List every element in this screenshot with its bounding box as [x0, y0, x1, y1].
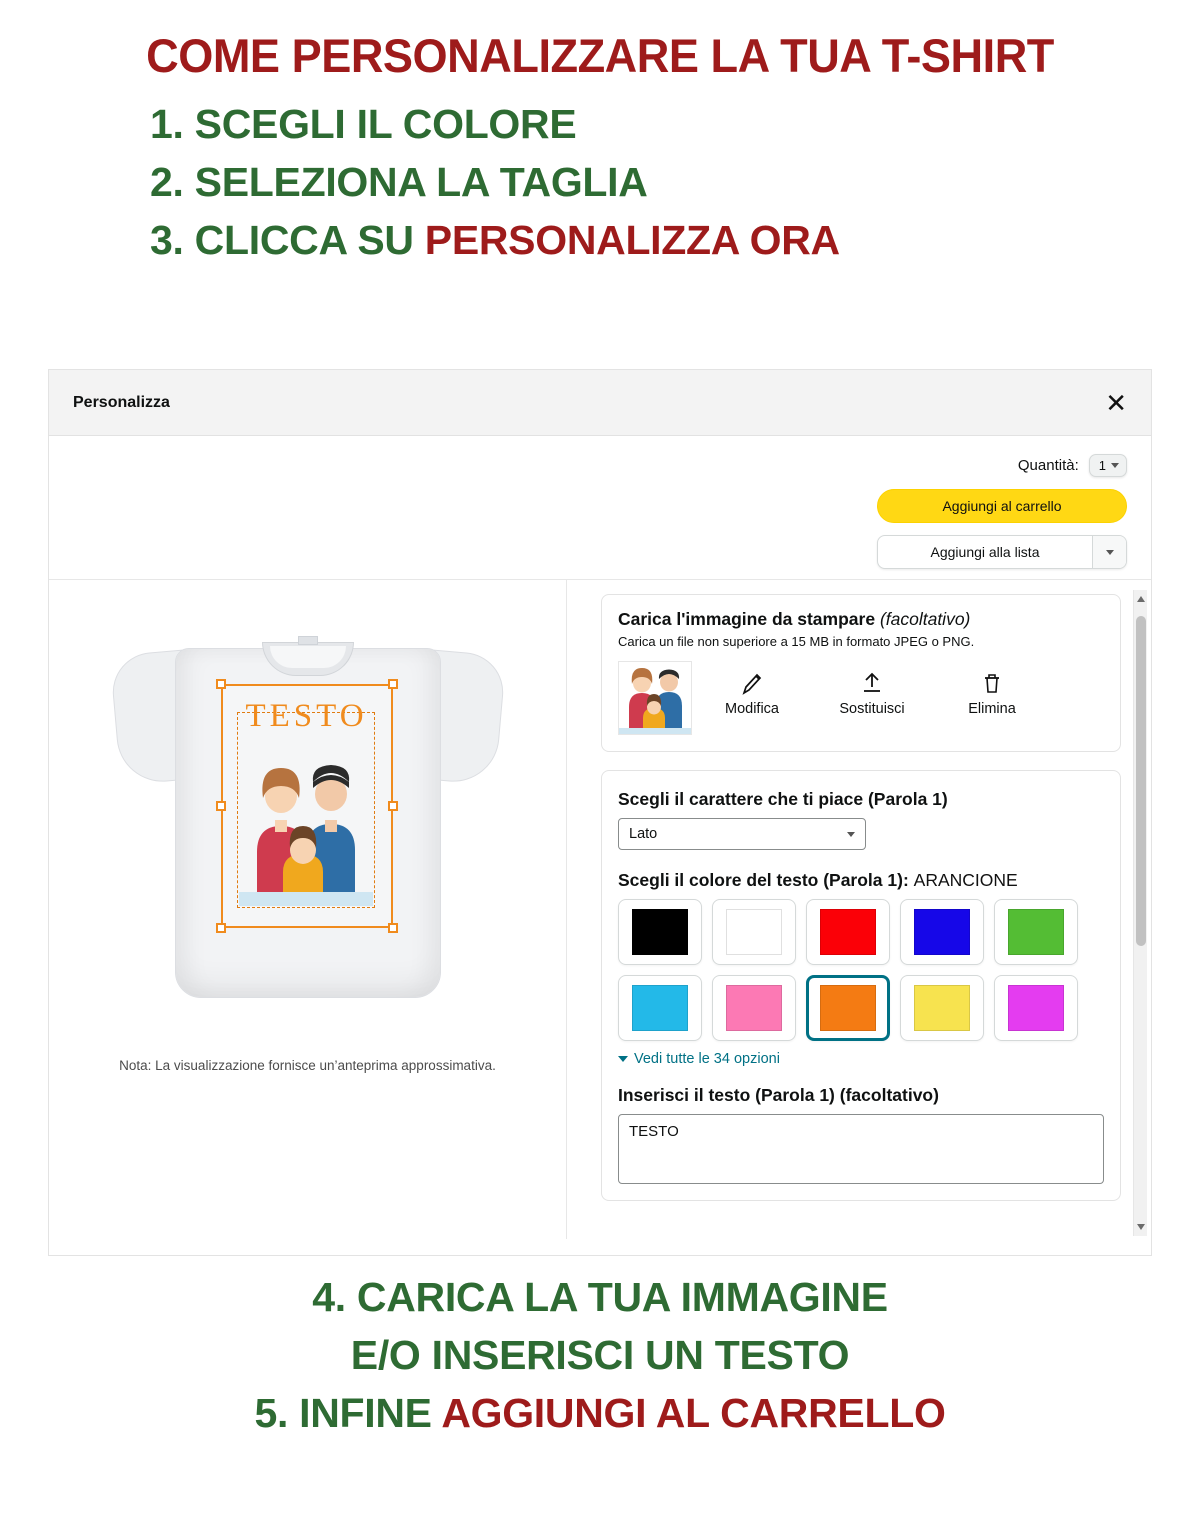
text-field-label: Inserisci il testo (Parola 1) (facoltativo) — [618, 1085, 939, 1105]
widget-title: Personalizza — [73, 393, 170, 411]
family-photo-thumbnail[interactable] — [618, 661, 692, 735]
font-select[interactable] — [618, 818, 866, 850]
swatch-verde[interactable] — [994, 899, 1078, 965]
quantity-stepper[interactable] — [1089, 454, 1127, 477]
font-field-label: Scegli il carattere che ti piace (Parola 1) — [618, 789, 948, 809]
resize-handle-br[interactable] — [388, 923, 398, 933]
text-field-label-optional: (facoltativo) — [839, 1085, 939, 1105]
steps-top-list — [0, 95, 1200, 270]
page-title: COME PERSONALIZZARE LA TUA T-SHIRT — [146, 29, 1054, 82]
add-to-cart-button[interactable]: Aggiungi al carrello — [877, 489, 1127, 523]
shirt-collar-inner — [270, 646, 346, 668]
step-5-highlight: AGGIUNGI AL CARRELLO — [441, 1390, 946, 1437]
swatch-nero[interactable] — [618, 899, 702, 965]
font-select-value: Lato — [629, 826, 658, 842]
shirt-preview — [49, 580, 567, 1239]
family-photo-art — [619, 662, 692, 735]
text-options-card — [601, 770, 1121, 1201]
chevron-down-icon — [847, 832, 855, 837]
edit-image-button[interactable] — [692, 661, 812, 717]
step-3 — [150, 211, 1200, 269]
replace-image-label: Sostituisci — [839, 701, 905, 717]
swatch-magenta[interactable] — [994, 975, 1078, 1041]
quantity-value: 1 — [1098, 458, 1106, 473]
panel-scrollbar[interactable] — [1133, 590, 1147, 1236]
chevron-down-icon — [618, 1056, 628, 1062]
options-panel — [567, 580, 1151, 1239]
pencil-icon — [692, 667, 812, 701]
replace-image-button[interactable] — [812, 661, 932, 717]
add-to-list-label: Aggiungi alla lista — [930, 544, 1040, 560]
upload-title-optional: (facoltativo) — [879, 609, 971, 629]
chevron-down-icon[interactable] — [1092, 536, 1126, 568]
customizer-widget — [48, 369, 1152, 1256]
swatch-rosso[interactable] — [806, 899, 890, 965]
widget-body — [49, 579, 1151, 1239]
close-icon[interactable]: ✕ — [1105, 387, 1127, 418]
see-all-colors-label: Vedi tutte le 34 opzioni — [634, 1051, 780, 1067]
step-5 — [0, 1384, 1200, 1442]
edit-image-label: Modifica — [725, 701, 779, 717]
quantity-label: Quantità: — [1017, 457, 1079, 474]
trash-icon — [932, 667, 1052, 701]
step-5-prefix: 5. INFINE — [254, 1390, 442, 1437]
swatch-arancione[interactable] — [806, 975, 890, 1041]
chevron-down-icon — [1111, 463, 1119, 468]
resize-handle-tr[interactable] — [388, 679, 398, 689]
swatch-rosa[interactable] — [712, 975, 796, 1041]
swatch-blu[interactable] — [900, 899, 984, 965]
shirt-tag — [298, 636, 318, 645]
color-swatch-grid — [618, 899, 1104, 1041]
buybox — [49, 436, 1151, 579]
swatch-giallo[interactable] — [900, 975, 984, 1041]
text-input[interactable]: TESTO — [618, 1114, 1104, 1184]
upload-subtitle: Carica un file non superiore a 15 MB in formato JPEG o PNG. — [618, 634, 975, 649]
step-3-highlight: PERSONALIZZA ORA — [424, 217, 840, 264]
color-field-value: ARANCIONE — [913, 870, 1018, 890]
preview-note: Nota: La visualizzazione fornisce un’anteprima approssimativa. — [119, 1058, 496, 1073]
family-illustration — [239, 754, 373, 906]
upload-icon — [812, 667, 932, 701]
step-4-continuation: E/O INSERISCI UN TESTO — [350, 1332, 850, 1379]
delete-image-button[interactable] — [932, 661, 1052, 717]
resize-handle-tl[interactable] — [216, 679, 226, 689]
step-3-prefix: 3. CLICCA SU — [150, 217, 425, 264]
resize-handle-bl[interactable] — [216, 923, 226, 933]
see-all-colors-link[interactable] — [618, 1051, 1104, 1067]
scrollbar-thumb[interactable] — [1136, 616, 1146, 946]
design-text-preview: TESTO — [245, 698, 368, 734]
upload-actions-row — [618, 661, 1104, 735]
widget-header — [49, 370, 1151, 436]
scroll-up-icon[interactable] — [1137, 596, 1145, 602]
quantity-row — [877, 454, 1127, 477]
resize-handle-ml[interactable] — [216, 801, 226, 811]
upload-card — [601, 594, 1121, 752]
scroll-down-icon[interactable] — [1137, 1224, 1145, 1230]
add-to-list-button[interactable] — [877, 535, 1127, 569]
swatch-bianco[interactable] — [712, 899, 796, 965]
step-4: 4. CARICA LA TUA IMMAGINE — [312, 1274, 888, 1320]
step-1: 1. SCEGLI IL COLORE — [150, 101, 577, 147]
delete-image-label: Elimina — [968, 701, 1016, 717]
tshirt-mockup — [113, 606, 503, 1036]
swatch-azzurro[interactable] — [618, 975, 702, 1041]
steps-bottom-list — [0, 1268, 1200, 1443]
upload-title: Carica l'immagine da stampare (facoltativo) — [618, 609, 971, 629]
color-field-label: Scegli il colore del testo (Parola 1): ARANCIONE — [618, 870, 1018, 890]
resize-handle-mr[interactable] — [388, 801, 398, 811]
step-2: 2. SELEZIONA LA TAGLIA — [150, 159, 648, 206]
